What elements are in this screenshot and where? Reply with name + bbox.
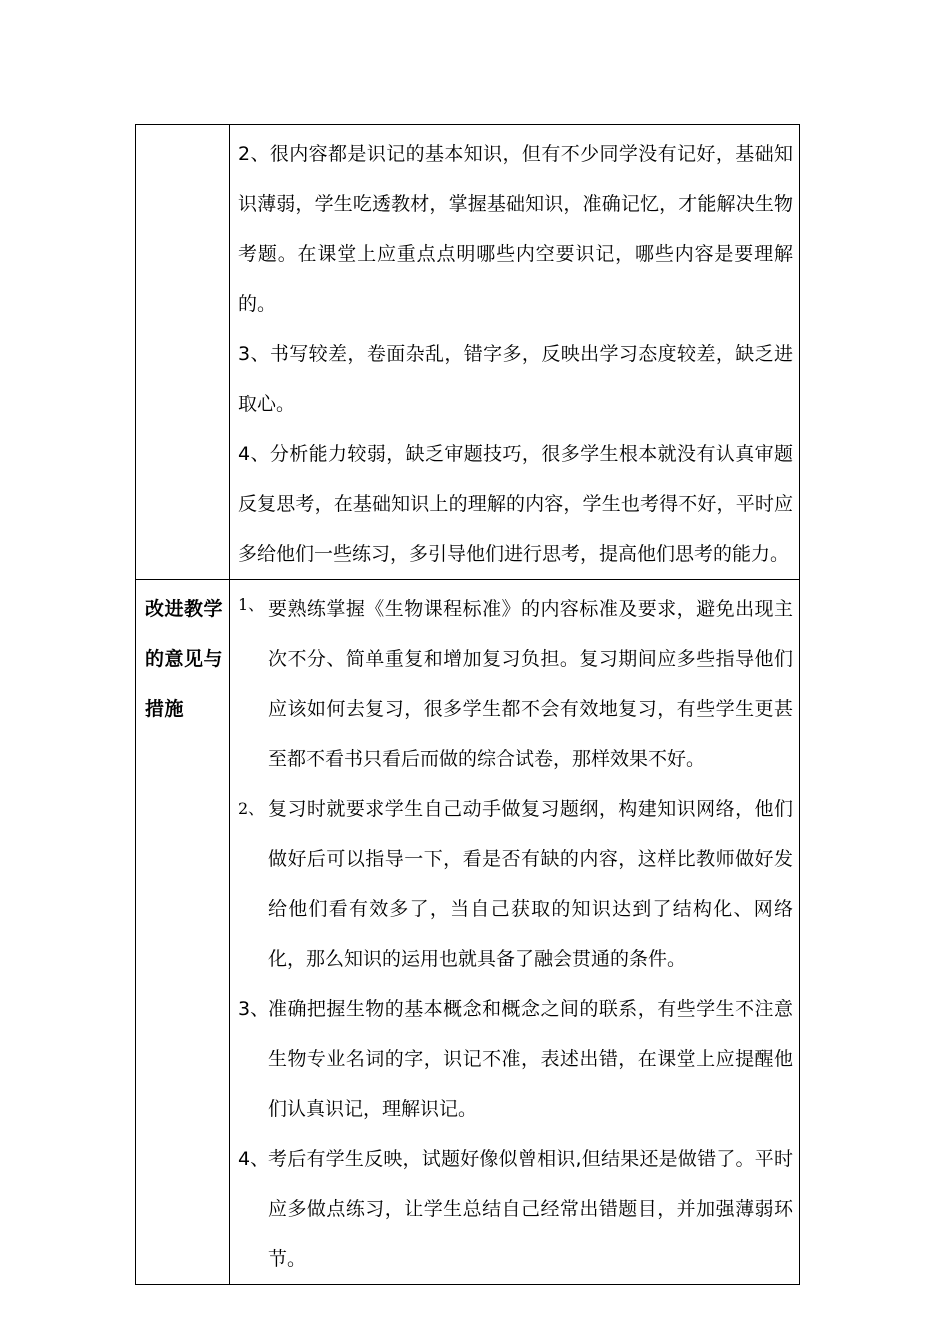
- list-item: [230, 984, 799, 1134]
- paragraph: 4、分析能力较弱，缺乏审题技巧，很多学生根本就没有认真审题反复思考，在基础知识上的理解的内容，学生也考得不好，平时应多给他们一些练习，多引导他们进行思考，提高他们思考的能力。: [238, 443, 793, 565]
- item-text: 要熟练掌握《生物课程标准》的内容标准及要求，避免出现主次不分、简单重复和增加复习负担。复习期间应多些指导他们应该如何去复习，很多学生都不会有效地复习，有些学生更甚至都不看书只看后而做的综合试卷，那样效果不好。: [268, 598, 793, 770]
- row-content-cell: [230, 125, 800, 580]
- table-row: [136, 580, 800, 1285]
- item-number: 3、: [238, 998, 270, 1020]
- item-text: 准确把握生物的基本概念和概念之间的联系，有些学生不注意生物专业名词的字，识记不准，表述出错，在课堂上应提醒他们认真识记，理解识记。: [268, 998, 793, 1120]
- list-item: [230, 580, 799, 784]
- list-item: [230, 784, 799, 984]
- row-content-cell: [230, 580, 800, 1285]
- table-row: [136, 125, 800, 580]
- paragraph: 2、很内容都是识记的基本知识，但有不少同学没有记好，基础知识薄弱，学生吃透教材，掌握基础知识，准确记忆，才能解决生物考题。在课堂上应重点点明哪些内空要识记，哪些内容是要理解的。: [238, 143, 793, 315]
- list-item: [230, 1134, 799, 1284]
- row-label: 改进教学的意见与措施: [145, 598, 224, 720]
- item-text: 考后有学生反映，试题好像似曾相识,但结果还是做错了。平时应多做点练习，让学生总结自己经常出错题目，并加强薄弱环节。: [268, 1148, 793, 1270]
- item-text: 复习时就要求学生自己动手做复习题纲，构建知识网络，他们做好后可以指导一下，看是否有缺的内容，这样比教师做好发给他们看有效多了，当自己获取的知识达到了结构化、网络化，那么知识的运用也就具备了融会贯通的条件。: [268, 798, 793, 970]
- analysis-table: [135, 124, 800, 1285]
- row-label-cell: [136, 125, 230, 580]
- row-label: [136, 125, 229, 129]
- row-label-cell: [136, 580, 230, 1285]
- paragraph: 3、书写较差，卷面杂乱，错字多，反映出学习态度较差，缺乏进取心。: [238, 343, 793, 415]
- item-number: 4、: [238, 1148, 270, 1170]
- item-number: 2、: [238, 799, 265, 818]
- item-number: 1、: [238, 595, 265, 614]
